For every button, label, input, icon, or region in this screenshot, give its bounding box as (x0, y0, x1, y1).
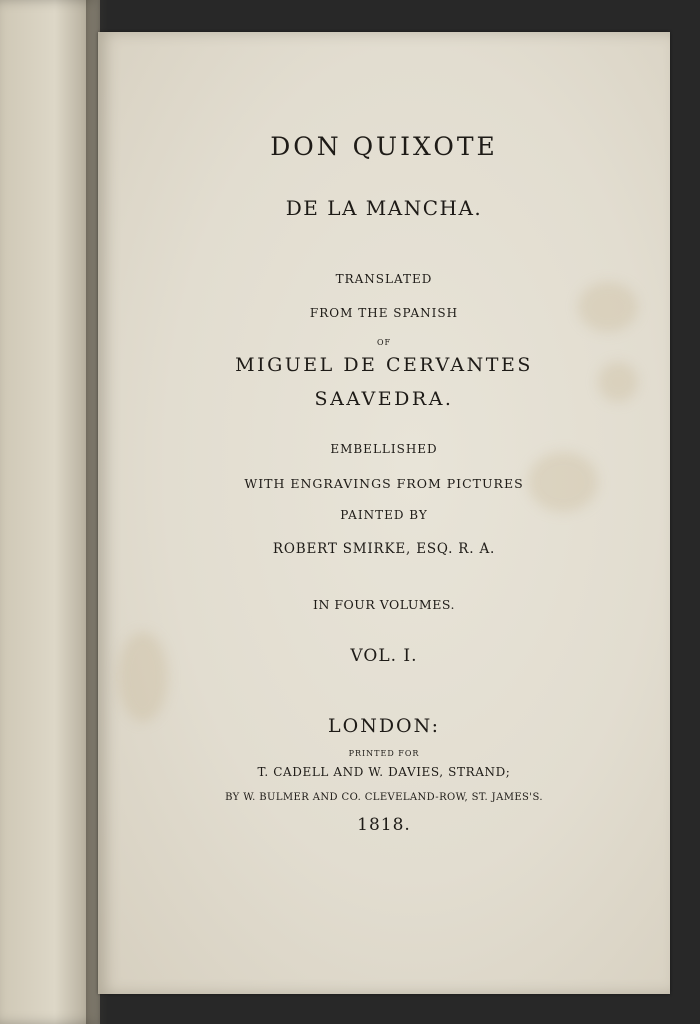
left-page-edge (0, 0, 100, 1024)
printed-for-label: PRINTED FOR (348, 749, 420, 758)
printer-line: BY W. BULMER AND CO. CLEVELAND-ROW, ST. JAMES'S. (225, 792, 543, 803)
embellished-label: EMBELLISHED (330, 442, 438, 456)
author-surname: SAAVEDRA. (314, 388, 454, 410)
imprint-city: LONDON: (328, 715, 440, 737)
author-name: MIGUEL DE CERVANTES (235, 354, 533, 376)
publication-year: 1818. (357, 815, 411, 835)
title-page (98, 32, 670, 994)
painted-by-label: PAINTED BY (340, 508, 428, 522)
engravings-label: WITH ENGRAVINGS FROM PICTURES (244, 476, 524, 491)
publishers-line: T. CADELL AND W. DAVIES, STRAND; (257, 765, 511, 779)
book-subtitle: DE LA MANCHA. (285, 196, 483, 220)
volumes-count: IN FOUR VOLUMES. (313, 597, 455, 612)
volume-number: VOL. I. (350, 646, 418, 666)
book-title: DON QUIXOTE (270, 132, 498, 161)
translated-label: TRANSLATED (335, 272, 433, 286)
from-spanish-label: FROM THE SPANISH (309, 306, 459, 320)
artist-name: ROBERT SMIRKE, ESQ. R. A. (272, 541, 496, 557)
title-page-text (98, 32, 670, 994)
of-label: OF (376, 338, 392, 347)
